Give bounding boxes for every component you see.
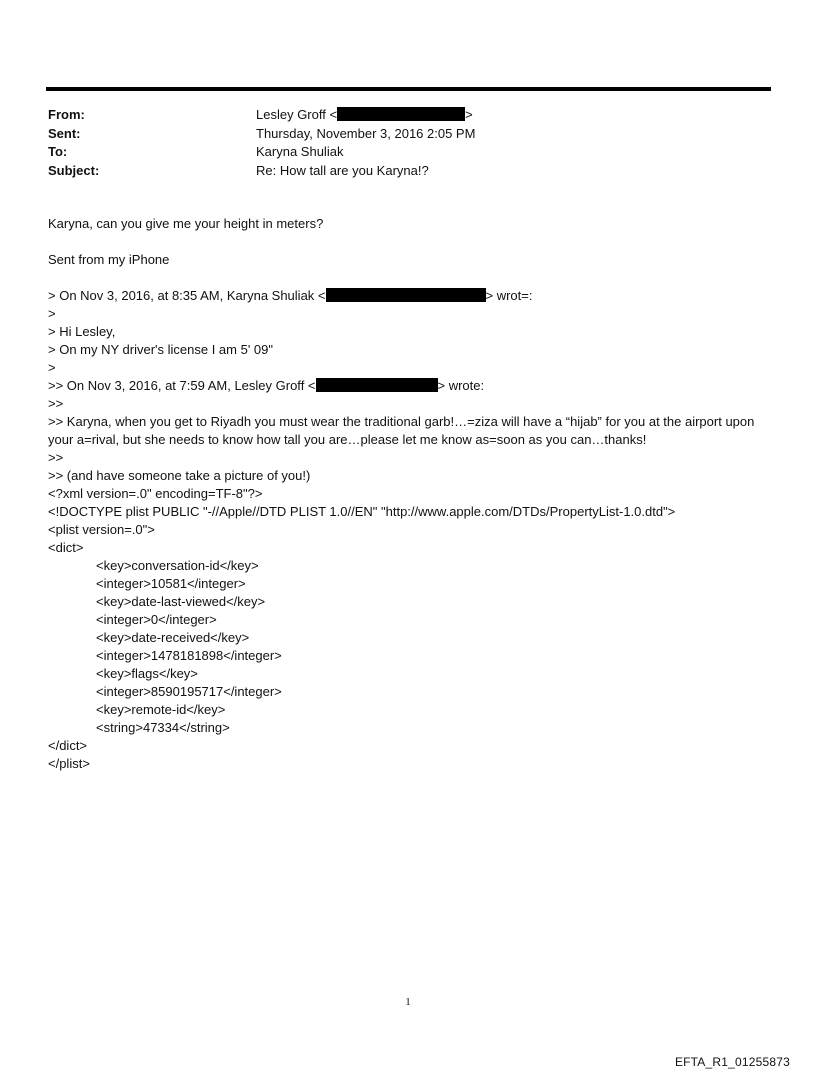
plist-open-tag: <plist version=.0">	[48, 522, 155, 537]
subject-label: Subject:	[48, 162, 100, 178]
to-label: To:	[48, 144, 68, 159]
quoted-line: >>	[48, 396, 64, 411]
redaction-box	[326, 288, 486, 302]
plist-entry: <integer>10581</integer>	[96, 576, 246, 591]
quoted-line: >>	[48, 450, 64, 465]
quoted-attribution: > On Nov 3, 2016, at 8:35 AM, Karyna Shuliak <	[48, 288, 326, 303]
plist-close-tag: </plist>	[48, 756, 90, 771]
message-body	[48, 215, 768, 233]
quoted-paragraph: >> Karyna, when you get to Riyadh you must wear the traditional garb!…=ziza will have a “hijab” for you at the airport upon your a=rival, but she needs to know how tall you are…please let me know as=soon as you can…thanks!	[48, 414, 755, 447]
quoted-line	[48, 377, 768, 395]
quoted-line: >	[48, 360, 56, 375]
quoted-line: >	[48, 306, 56, 321]
from-name: Lesley Groff <	[256, 107, 338, 122]
from-row	[48, 106, 768, 125]
quoted-attribution-end: > wrot=:	[485, 288, 533, 303]
quoted-line: > On my NY driver's license I am 5' 09"	[48, 342, 274, 357]
plist-dict-open: <dict>	[48, 540, 84, 555]
plist-entry: <integer>8590195717</integer>	[96, 684, 282, 699]
email-header	[48, 106, 768, 180]
quoted-thread	[48, 287, 768, 773]
plist-entry: <key>conversation-id</key>	[96, 558, 259, 573]
sent-row	[48, 125, 768, 144]
plist-entry: <string>47334</string>	[96, 720, 230, 735]
message-question: Karyna, can you give me your height in meters?	[48, 216, 324, 231]
sent-value: Thursday, November 3, 2016 2:05 PM	[256, 125, 476, 141]
quoted-line: >> (and have someone take a picture of you!)	[48, 468, 311, 483]
message-signature: Sent from my iPhone	[48, 252, 170, 267]
plist-xml-declaration: <?xml version=.0" encoding=TF-8"?>	[48, 486, 263, 501]
redaction-box	[316, 378, 438, 392]
from-value	[256, 106, 473, 125]
to-value: Karyna Shuliak	[256, 144, 344, 159]
quoted-line: > Hi Lesley,	[48, 324, 116, 339]
subject-value: Re: How tall are you Karyna!?	[256, 162, 429, 178]
quoted-line	[48, 287, 768, 305]
plist-entry: <integer>1478181898</integer>	[96, 648, 282, 663]
plist-entry: <key>date-last-viewed</key>	[96, 594, 266, 609]
plist-entry: <integer>0</integer>	[96, 612, 217, 627]
plist-entry: <key>date-received</key>	[96, 630, 250, 645]
quoted-attribution-end: > wrote:	[437, 378, 485, 393]
header-rule	[46, 87, 771, 91]
subject-row	[48, 162, 768, 181]
plist-dict-close: </dict>	[48, 738, 88, 753]
quoted-attribution: >> On Nov 3, 2016, at 7:59 AM, Lesley Groff <	[48, 378, 316, 393]
sent-label: Sent:	[48, 125, 81, 141]
redaction-box	[337, 107, 465, 121]
from-label: From:	[48, 107, 85, 122]
page-number: 1	[405, 996, 411, 1008]
plist-entry: <key>remote-id</key>	[96, 702, 226, 717]
plist-entry: <key>flags</key>	[96, 666, 198, 681]
bates-number: EFTA_R1_01255873	[674, 1055, 790, 1069]
plist-doctype: <!DOCTYPE plist PUBLIC "-//Apple//DTD PLIST 1.0//EN" "http://www.apple.com/DTDs/PropertyList-1.0.dtd">	[48, 504, 676, 519]
message-signature-block	[48, 251, 768, 269]
from-close-bracket: >	[465, 107, 473, 122]
to-row	[48, 143, 768, 162]
